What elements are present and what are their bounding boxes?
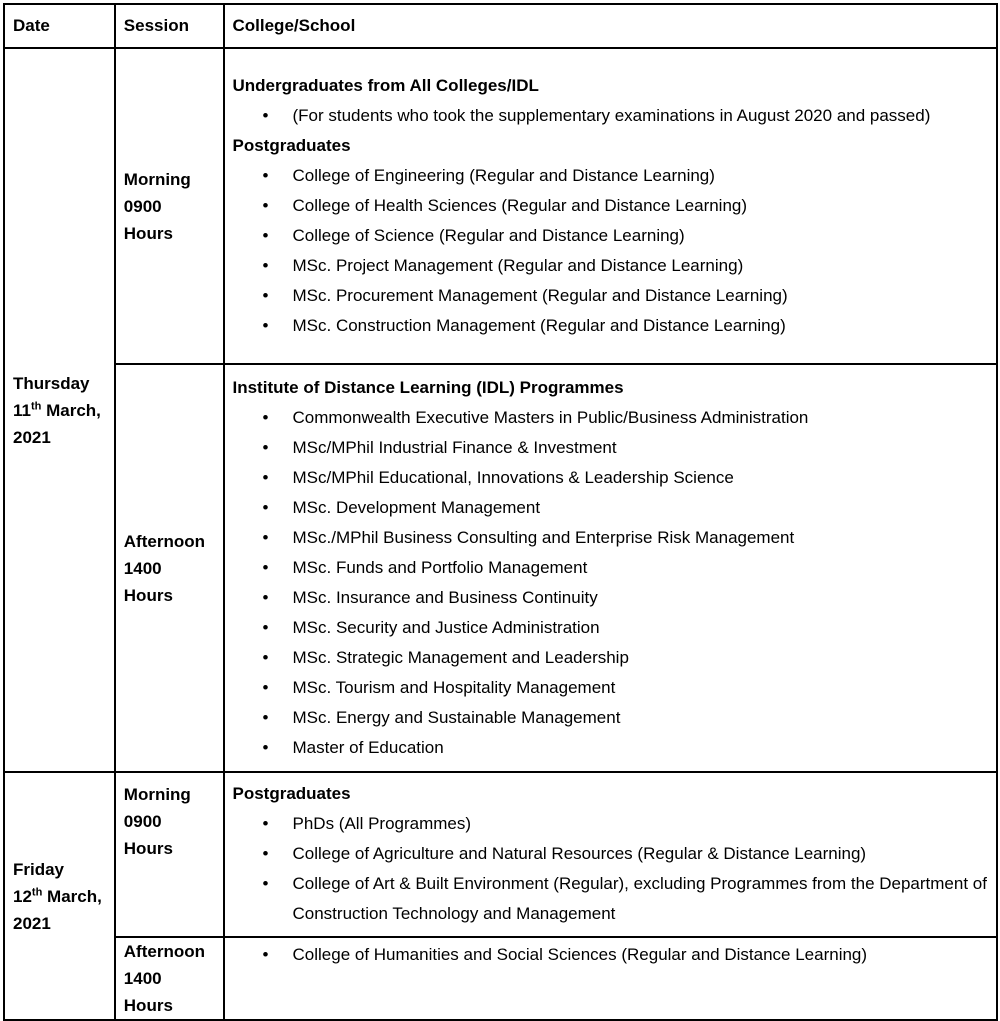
list-item: • MSc. Strategic Management and Leadership (293, 643, 989, 673)
list-item: • MSc. Project Management (Regular and Distance Learning) (293, 251, 989, 281)
list-item: • MSc/MPhil Educational, Innovations & Leadership Science (293, 463, 989, 493)
header-session: Session (115, 4, 224, 48)
session-time: 1400 Hours (123, 558, 173, 605)
list-item: • MSc. Funds and Portfolio Management (293, 553, 989, 583)
exam-schedule-table (3, 3, 998, 1021)
programme-list (233, 940, 989, 970)
list-item: • MSc. Development Management (293, 493, 989, 523)
date-number: 11 (13, 400, 31, 420)
date-cell-friday (4, 772, 115, 1020)
list-item: • College of Humanities and Social Sciences (Regular and Distance Learning) (293, 940, 989, 970)
header-row (4, 4, 997, 48)
college-cell (224, 772, 998, 937)
session-name: Morning (123, 785, 191, 804)
list-item: • College of Science (Regular and Distance Learning) (293, 221, 989, 251)
session-cell (115, 772, 224, 937)
table-row (4, 48, 997, 364)
session-time: 1400 Hours (123, 969, 173, 1015)
programme-list (233, 101, 989, 131)
session-time: 0900 Hours (123, 196, 173, 243)
group-heading: Undergraduates from All Colleges/IDL (232, 76, 539, 95)
table-row (4, 364, 997, 772)
header-college: College/School (224, 4, 998, 48)
college-cell (224, 364, 998, 772)
date-cell-thursday (4, 48, 115, 772)
list-item: • Commonwealth Executive Masters in Public/Business Administration (293, 403, 989, 433)
programme-list (233, 403, 989, 763)
date-year: 2021 (13, 913, 51, 933)
day-label: Friday (13, 859, 65, 879)
date-month: March, (42, 886, 102, 906)
list-item: • MSc. Tourism and Hospitality Management (293, 673, 989, 703)
college-cell (224, 48, 998, 364)
list-item: • Master of Education (293, 733, 989, 763)
session-cell (115, 364, 224, 772)
list-item: • MSc/MPhil Industrial Finance & Investment (293, 433, 989, 463)
programme-list (233, 161, 989, 341)
list-item: • College of Engineering (Regular and Distance Learning) (293, 161, 989, 191)
list-item: • MSc./MPhil Business Consulting and Enterprise Risk Management (293, 523, 989, 553)
list-item: • MSc. Energy and Sustainable Management (293, 703, 989, 733)
group-heading: Postgraduates (232, 136, 351, 155)
group-heading: Institute of Distance Learning (IDL) Programmes (232, 378, 624, 397)
session-name: Afternoon (123, 942, 205, 961)
day-label: Thursday (13, 373, 90, 393)
list-item: • MSc. Procurement Management (Regular and Distance Learning) (293, 281, 989, 311)
session-cell (115, 937, 224, 1020)
date-number: 12 (13, 886, 32, 906)
date-year: 2021 (13, 427, 51, 447)
table-row (4, 937, 997, 1020)
programme-list (233, 809, 989, 929)
header-date: Date (4, 4, 115, 48)
list-item: • MSc. Security and Justice Administration (293, 613, 989, 643)
date-suffix: th (31, 885, 43, 898)
college-cell (224, 937, 998, 1020)
table-row (4, 772, 997, 937)
list-item: • (For students who took the supplementary examinations in August 2020 and passed) (293, 101, 989, 131)
list-item: • College of Agriculture and Natural Resources (Regular & Distance Learning) (293, 839, 989, 869)
list-item: • College of Health Sciences (Regular and Distance Learning) (293, 191, 989, 221)
session-name: Afternoon (123, 531, 205, 551)
session-time: 0900 Hours (123, 812, 173, 858)
date-suffix: th (30, 399, 42, 412)
list-item: • College of Art & Built Environment (Regular), excluding Programmes from the Department of Construction Technology and Management (293, 869, 989, 929)
list-item: • MSc. Insurance and Business Continuity (293, 583, 989, 613)
session-name: Morning (123, 169, 191, 189)
date-month: March, (41, 400, 101, 420)
list-item: • MSc. Construction Management (Regular and Distance Learning) (293, 311, 989, 341)
list-item: • PhDs (All Programmes) (293, 809, 989, 839)
group-heading: Postgraduates (232, 784, 351, 803)
session-cell (115, 48, 224, 364)
